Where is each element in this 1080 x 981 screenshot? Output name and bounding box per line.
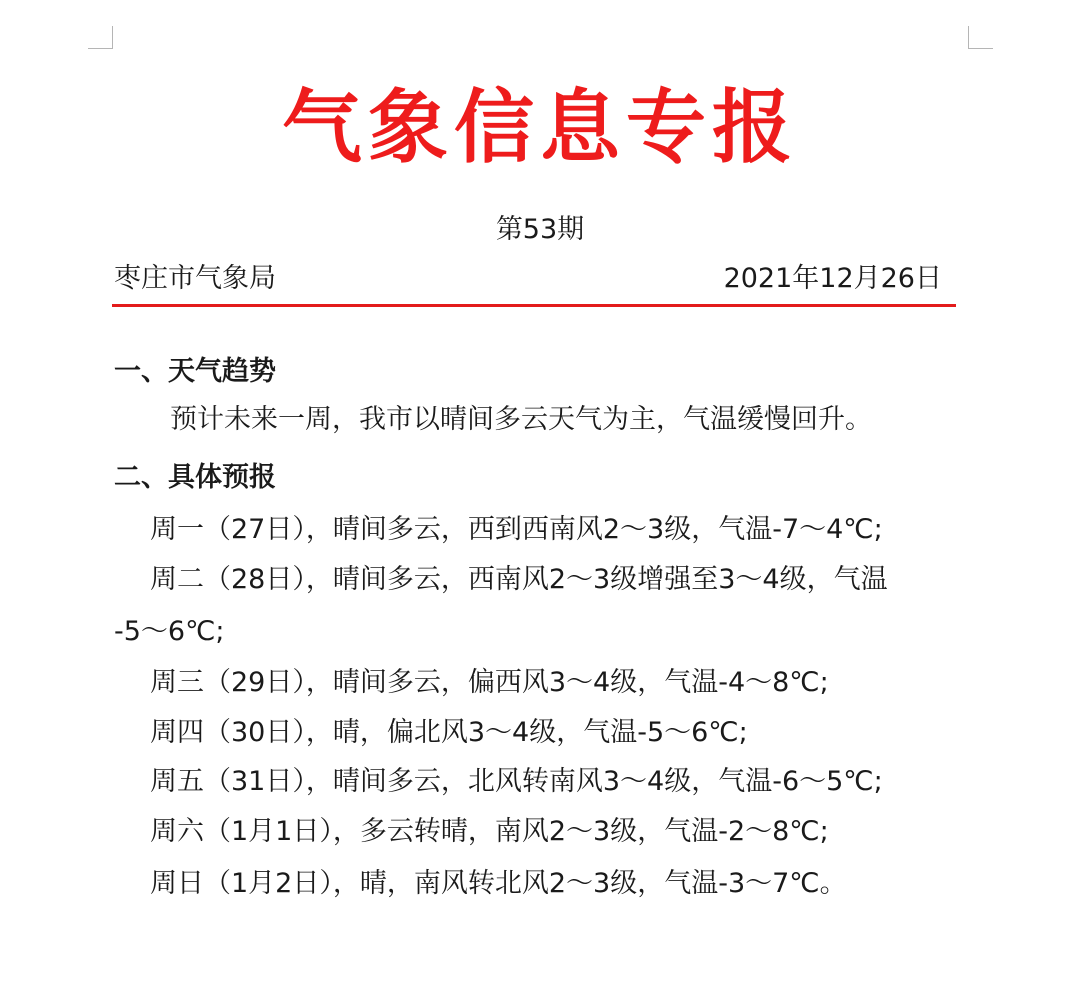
forecast-line: 周一（27日），晴间多云，西到西南风2～3级，气温-7～4℃; xyxy=(150,514,883,545)
trend-paragraph: 预计未来一周，我市以晴间多云天气为主，气温缓慢回升。 xyxy=(170,404,872,435)
forecast-line: 周三（29日），晴间多云，偏西风3～4级，气温-4～8℃; xyxy=(150,667,829,698)
forecast-line: 周六（1月1日），多云转晴，南风2～3级，气温-2～8℃; xyxy=(150,816,829,847)
issuer-name: 枣庄市气象局 xyxy=(114,263,276,294)
forecast-line: 周日（1月2日），晴，南风转北风2～3级，气温-3～7℃。 xyxy=(150,868,847,899)
crop-mark-top-right xyxy=(968,26,993,49)
issue-number: 第53期 xyxy=(495,214,585,245)
issue-date: 2021年12月26日 xyxy=(723,263,942,294)
document-title: 气象信息专报 xyxy=(282,81,798,174)
section-heading-forecast: 二、具体预报 xyxy=(114,462,276,493)
forecast-line-continuation: -5～6℃; xyxy=(114,616,225,647)
forecast-line: 周二（28日），晴间多云，西南风2～3级增强至3～4级，气温 xyxy=(150,564,888,595)
forecast-line: 周四（30日），晴，偏北风3～4级，气温-5～6℃; xyxy=(150,717,748,748)
red-divider-line xyxy=(112,304,956,307)
meta-row xyxy=(114,259,942,299)
crop-mark-top-left xyxy=(88,26,113,49)
forecast-line: 周五（31日），晴间多云，北风转南风3～4级，气温-6～5℃; xyxy=(150,766,883,797)
section-heading-trend: 一、天气趋势 xyxy=(114,356,276,387)
